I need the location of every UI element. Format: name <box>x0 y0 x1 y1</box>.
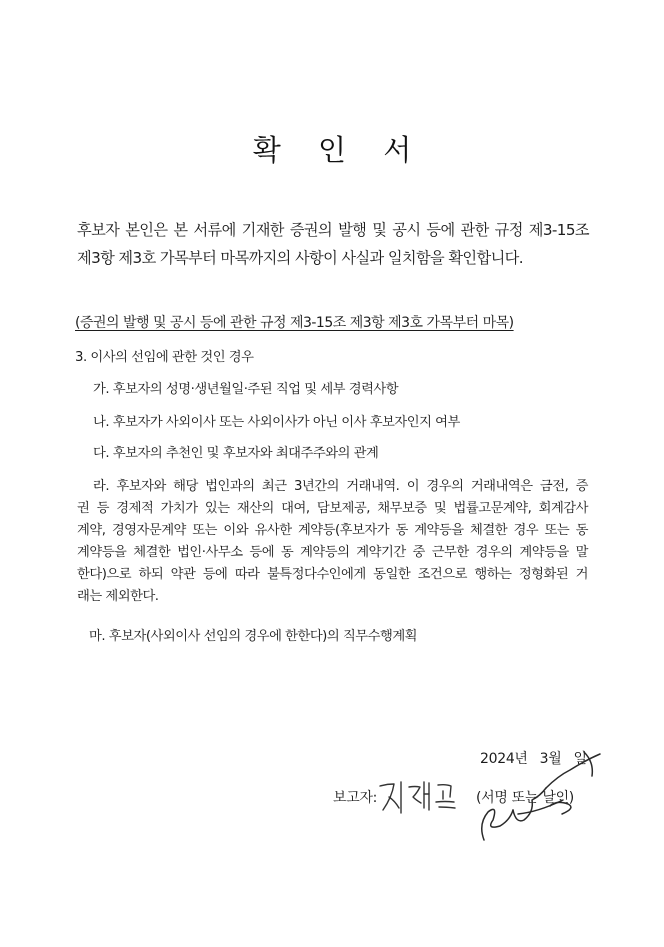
list-item-ra-line: 권 등 경제적 가치가 있는 재산의 대여, 담보제공, 채무보증 및 법률고문계약, 회계감사 <box>77 500 588 516</box>
intro-line: 제3항 제3호 가목부터 마목까지의 사항이 사실과 일치함을 확인합니다. <box>77 249 523 267</box>
date-day: 일 <box>573 751 587 767</box>
signature-note: (서명 또는 날인) <box>476 790 574 806</box>
list-item-ra-line: 한다)으로 하되 약관 등에 따라 불특정다수인에게 동일한 조건으로 행하는 정형화된 거 <box>77 566 588 582</box>
intro-line: 후보자 본인은 본 서류에 기재한 증권의 발행 및 공시 등에 관한 규정 제3-15조 <box>77 221 589 239</box>
list-item-da: 다. 후보자의 추천인 및 후보자와 최대주주와의 관계 <box>93 446 379 461</box>
list-item-ra-line: 계약, 경영자문계약 또는 이와 유사한 계약등(후보자가 동 계약등을 체결한 경우 또는 동 <box>77 522 588 538</box>
list-item-ra-line: 라. 후보자와 해당 법인과의 최근 3년간의 거래내역. 이 경우의 거래내역은 금전, 증 <box>93 479 588 494</box>
list-item-ga: 가. 후보자의 성명·생년월일·주된 직업 및 세부 경력사항 <box>93 382 399 397</box>
intro-paragraph <box>77 216 589 272</box>
signature-mark <box>458 742 608 842</box>
date-year: 2024년 <box>480 751 528 767</box>
regulation-scope-note: (증권의 발행 및 공시 등에 관한 규정 제3-15조 제3항 제3호 가목부터 마목) <box>75 315 514 331</box>
reporter-name-handwriting <box>377 777 459 817</box>
section-heading: 3. 이사의 선임에 관한 것인 경우 <box>75 350 254 365</box>
document-title: 확 인 서 <box>252 133 426 167</box>
reporter-label: 보고자: <box>333 790 378 806</box>
list-item-ma: 마. 후보자(사외이사 선임의 경우에 한한다)의 직무수행계획 <box>89 629 418 644</box>
list-item-na: 나. 후보자가 사외이사 또는 사외이사가 아닌 이사 후보자인지 여부 <box>93 415 460 430</box>
list-item-ra-line: 래는 제외한다. <box>77 588 159 604</box>
list-item-ra-line: 계약등을 체결한 법인·사무소 등에 동 계약등의 계약기간 중 근무한 경우의 계약등을 말 <box>77 544 588 560</box>
list-item-ra <box>77 476 588 607</box>
date-month: 3월 <box>539 751 562 767</box>
